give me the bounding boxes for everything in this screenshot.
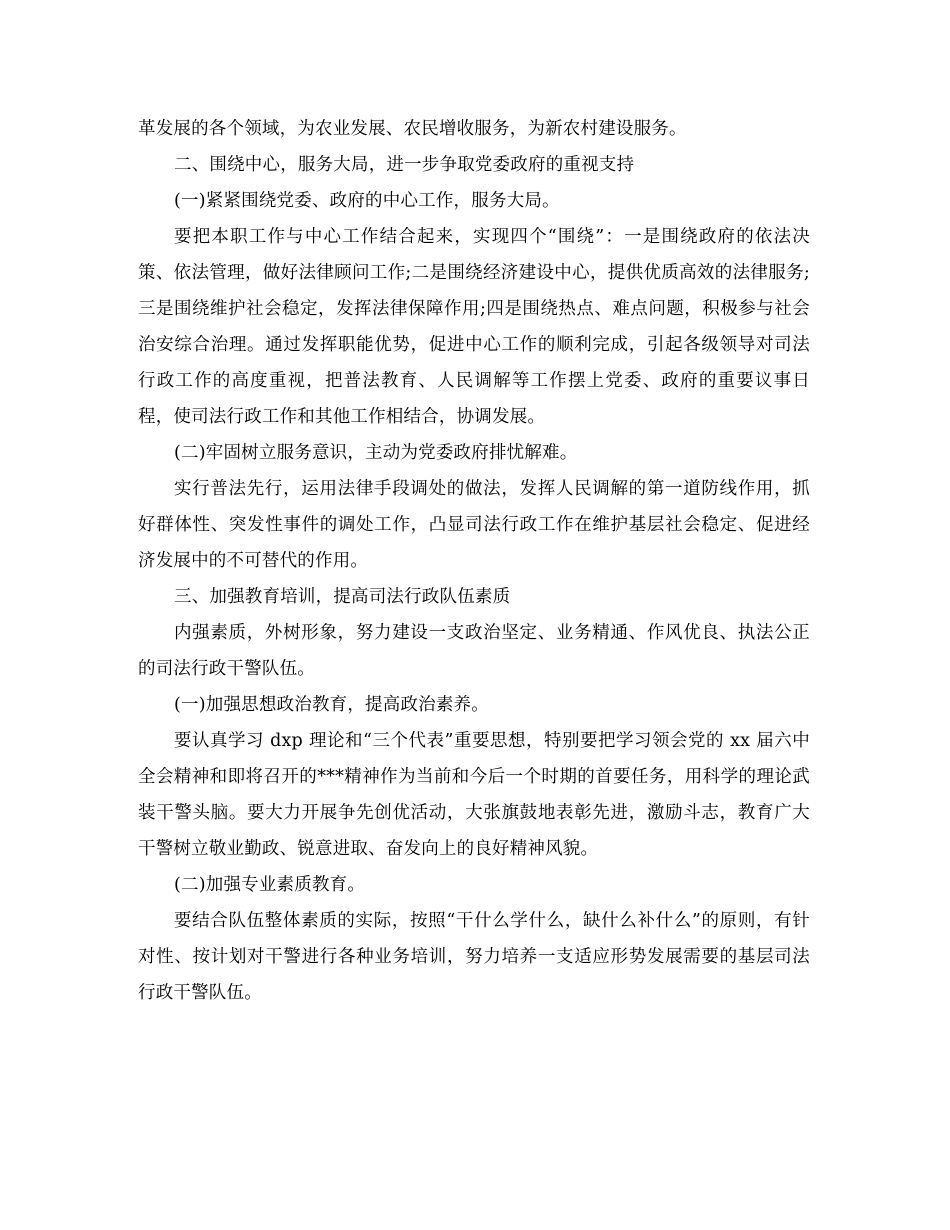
paragraph-team-quality: 内强素质，外树形象，努力建设一支政治坚定、业务精通、作风优良、执法公正的司法行政干警队伍。 [138, 623, 810, 679]
section-heading-2: 二、围绕中心，服务大局，进一步争取党委政府的重视支持 [174, 155, 635, 175]
subsection-heading-3-2: (二)加强专业素质教育。 [174, 875, 366, 895]
subsection-heading-2-2: (二)牢固树立服务意识，主动为党委政府排忧解难。 [174, 443, 578, 463]
paragraph-political-education: 要认真学习 dxp 理论和“三个代表”重要思想，特别要把学习领会党的 xx 届六中全会精神和即将召开的***精神作为当前和今后一个时期的首要任务，用科学的理论武装干警头脑。要大力开展争先创优活动，大张旗鼓地表彰先进，激励斗志，教育广大干警树立敬业勤政、锐意进取、奋发向上的良好精神风貌。 [138, 731, 810, 859]
paragraph-four-focuses: 要把本职工作与中心工作结合起来，实现四个“围绕”：一是围绕政府的依法决策、依法管理，做好法律顾问工作;二是围绕经济建设中心，提供优质高效的法律服务;三是围绕维护社会稳定，发挥法律保障作用;四是围绕热点、难点问题，积极参与社会治安综合治理。通过发挥职能优势，促进中心工作的顺利完成，引起各级领导对司法行政工作的高度重视，把普法教育、人民调解等工作摆上党委、政府的重要议事日程，使司法行政工作和其他工作相结合，协调发展。 [138, 227, 810, 427]
section-heading-3: 三、加强教育培训，提高司法行政队伍素质 [174, 587, 511, 607]
paragraph-legal-mediation: 实行普法先行，运用法律手段调处的做法，发挥人民调解的第一道防线作用，抓好群体性、突发性事件的调处工作，凸显司法行政工作在维护基层社会稳定、促进经济发展中的不可替代的作用。 [138, 479, 810, 571]
document-body [138, 111, 810, 1011]
paragraph-professional-training: 要结合队伍整体素质的实际，按照“干什么学什么，缺什么补什么”的原则，有针对性、按计划对干警进行各种业务培训，努力培养一支适应形势发展需要的基层司法行政干警队伍。 [138, 911, 810, 1003]
paragraph-continuation: 革发展的各个领域，为农业发展、农民增收服务，为新农村建设服务。 [138, 119, 687, 139]
subsection-heading-3-1: (一)加强思想政治教育，提高政治素养。 [174, 695, 489, 715]
subsection-heading-2-1: (一)紧紧围绕党委、政府的中心工作，服务大局。 [174, 191, 560, 211]
